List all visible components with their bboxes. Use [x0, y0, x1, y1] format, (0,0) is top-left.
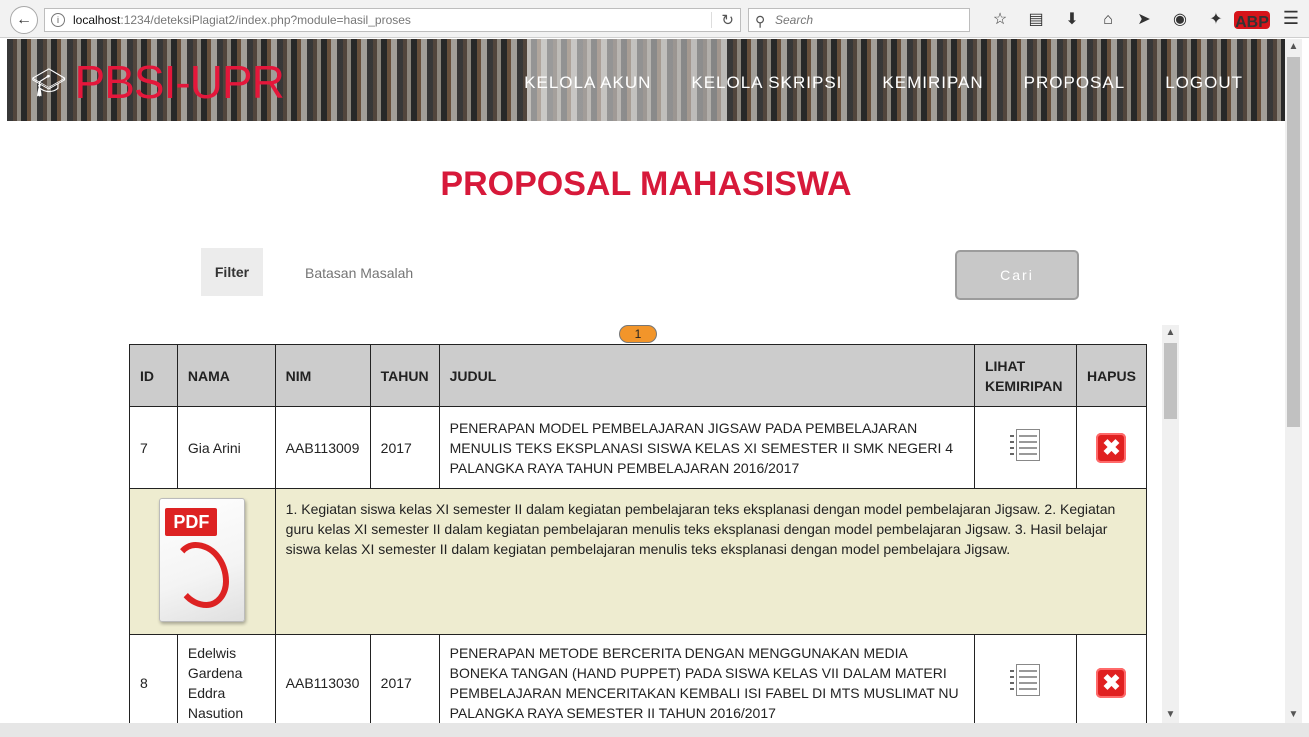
cell-nama: Gia Arini — [177, 407, 275, 489]
graduation-cap-icon: 🎓︎ — [31, 66, 67, 98]
cell-batasan-masalah: 1. Kegiatan siswa kelas XI semester II dalam kegiatan pembelajaran teks eksplanasi dengan model pembelajaran Jigsaw. 2. Kegiatan guru kelas XI semester II dalam kegiatan pembelajaran menulis teks eksplanasi dengan model pembelajaran Jigsaw. 3. Hasil belajar siswa kelas XI semester II dalam kegiatan pembelajaran menulis teks eksplanasi dengan model pembelajara Jigsaw. — [275, 489, 1146, 635]
page-title: PROPOSAL MAHASISWA — [440, 165, 852, 203]
delete-icon[interactable]: ✖ — [1096, 433, 1126, 463]
cell-lihat-kemiripan — [974, 407, 1076, 489]
proposal-table — [129, 344, 1147, 723]
cell-nim: AAB113009 — [275, 407, 370, 489]
search-button[interactable]: Cari — [955, 250, 1079, 300]
pdf-file-icon[interactable] — [159, 498, 245, 622]
download-icon[interactable]: ⬇ — [1065, 11, 1079, 28]
table-row-detail — [130, 489, 1147, 635]
pdf-cell — [130, 489, 276, 635]
cell-lihat-kemiripan — [974, 635, 1076, 724]
proposal-table-container — [129, 344, 1147, 723]
info-icon[interactable]: i — [51, 13, 65, 27]
adblock-icon[interactable] — [1234, 8, 1270, 32]
site-header — [7, 39, 1285, 121]
send-icon[interactable]: ➤ — [1137, 11, 1151, 28]
cell-id: 7 — [130, 407, 178, 489]
main-nav — [484, 73, 1243, 93]
nav-logout[interactable]: LOGOUT — [1165, 73, 1243, 92]
site-logo[interactable] — [31, 55, 284, 109]
back-arrow-icon[interactable]: ← — [10, 6, 38, 34]
col-header-hapus: HAPUS — [1076, 345, 1146, 407]
bookmark-star-icon[interactable]: ☆ — [992, 11, 1008, 28]
hamburger-menu-icon[interactable]: ☰ — [1282, 8, 1299, 28]
view-similarity-list-icon[interactable] — [1010, 429, 1040, 461]
col-header-nama: NAMA — [177, 345, 275, 407]
table-header-row — [130, 345, 1147, 407]
page-viewport — [7, 39, 1285, 723]
nav-kemiripan[interactable]: KEMIRIPAN — [882, 73, 984, 92]
toolbar-icons — [982, 8, 1270, 32]
reading-list-icon[interactable]: ▤ — [1028, 11, 1044, 28]
globe-icon[interactable]: ◉ — [1173, 11, 1187, 28]
divider — [711, 12, 712, 28]
cell-hapus — [1076, 635, 1146, 724]
cell-id: 8 — [130, 635, 178, 724]
cell-hapus — [1076, 407, 1146, 489]
pagination-page-1[interactable]: 1 — [619, 325, 657, 343]
page-scrollbar[interactable] — [1285, 39, 1302, 723]
home-icon[interactable]: ⌂ — [1103, 11, 1113, 28]
scroll-thumb[interactable] — [1287, 57, 1300, 427]
url-host: localhost — [73, 13, 121, 27]
scroll-up-arrow-icon[interactable]: ▲ — [1165, 327, 1176, 338]
delete-icon[interactable]: ✖ — [1096, 668, 1126, 698]
nav-proposal[interactable]: PROPOSAL — [1023, 73, 1126, 92]
table-row — [130, 407, 1147, 489]
cell-tahun: 2017 — [370, 407, 439, 489]
browser-toolbar — [0, 0, 1309, 38]
logo-text: PBSI-UPR — [74, 56, 284, 108]
browser-search-input[interactable] — [748, 8, 970, 32]
nav-kelola-akun[interactable]: KELOLA AKUN — [524, 73, 652, 92]
col-header-lihat-kemiripan: LIHAT KEMIRIPAN — [974, 345, 1076, 407]
search-icon: ⚲ — [755, 13, 766, 29]
scroll-up-arrow-icon[interactable]: ▲ — [1288, 41, 1299, 52]
table-scrollbar[interactable] — [1162, 325, 1179, 723]
url-path: :1234/deteksiPlagiat2/index.php?module=hasil_proses — [120, 13, 411, 27]
filter-input[interactable] — [295, 261, 895, 285]
scroll-down-arrow-icon[interactable]: ▼ — [1288, 709, 1299, 720]
address-bar[interactable] — [44, 8, 741, 32]
view-similarity-list-icon[interactable] — [1010, 664, 1040, 696]
cell-nim: AAB113030 — [275, 635, 370, 724]
col-header-nim: NIM — [275, 345, 370, 407]
table-row — [130, 635, 1147, 724]
nav-kelola-skripsi[interactable]: KELOLA SKRIPSI — [691, 73, 843, 92]
col-header-tahun: TAHUN — [370, 345, 439, 407]
col-header-id: ID — [130, 345, 178, 407]
scroll-down-arrow-icon[interactable]: ▼ — [1165, 709, 1176, 720]
reload-icon[interactable]: ↻ — [721, 12, 734, 29]
adblock-label: ABP — [1234, 11, 1270, 29]
scroll-thumb[interactable] — [1164, 343, 1177, 419]
filter-label: Filter — [201, 248, 263, 296]
cell-nama: Edelwis Gardena Eddra Nasution — [177, 635, 275, 724]
window-bottom-edge — [0, 723, 1309, 737]
pdf-label: PDF — [165, 508, 217, 536]
cell-tahun: 2017 — [370, 635, 439, 724]
col-header-judul: JUDUL — [439, 345, 974, 407]
extension-icon[interactable]: ✦ — [1209, 11, 1223, 28]
cell-judul: PENERAPAN METODE BERCERITA DENGAN MENGGUNAKAN MEDIA BONEKA TANGAN (HAND PUPPET) PADA SISWA KELAS VII DALAM MATERI PEMBELAJARAN MENCERITAKAN KEMBALI ISI FABEL DI MTS MUSLIMAT NU PALANGKA RAYA SEMESTER II TAHUN 2016/2017 — [439, 635, 974, 724]
cell-judul: PENERAPAN MODEL PEMBELAJARAN JIGSAW PADA PEMBELAJARAN MENULIS TEKS EKSPLANASI SISWA KELAS XI SEMESTER II SMK NEGERI 4 PALANGKA RAYA TAHUN PEMBELAJARAN 2016/2017 — [439, 407, 974, 489]
search-placeholder: Search — [775, 13, 814, 27]
